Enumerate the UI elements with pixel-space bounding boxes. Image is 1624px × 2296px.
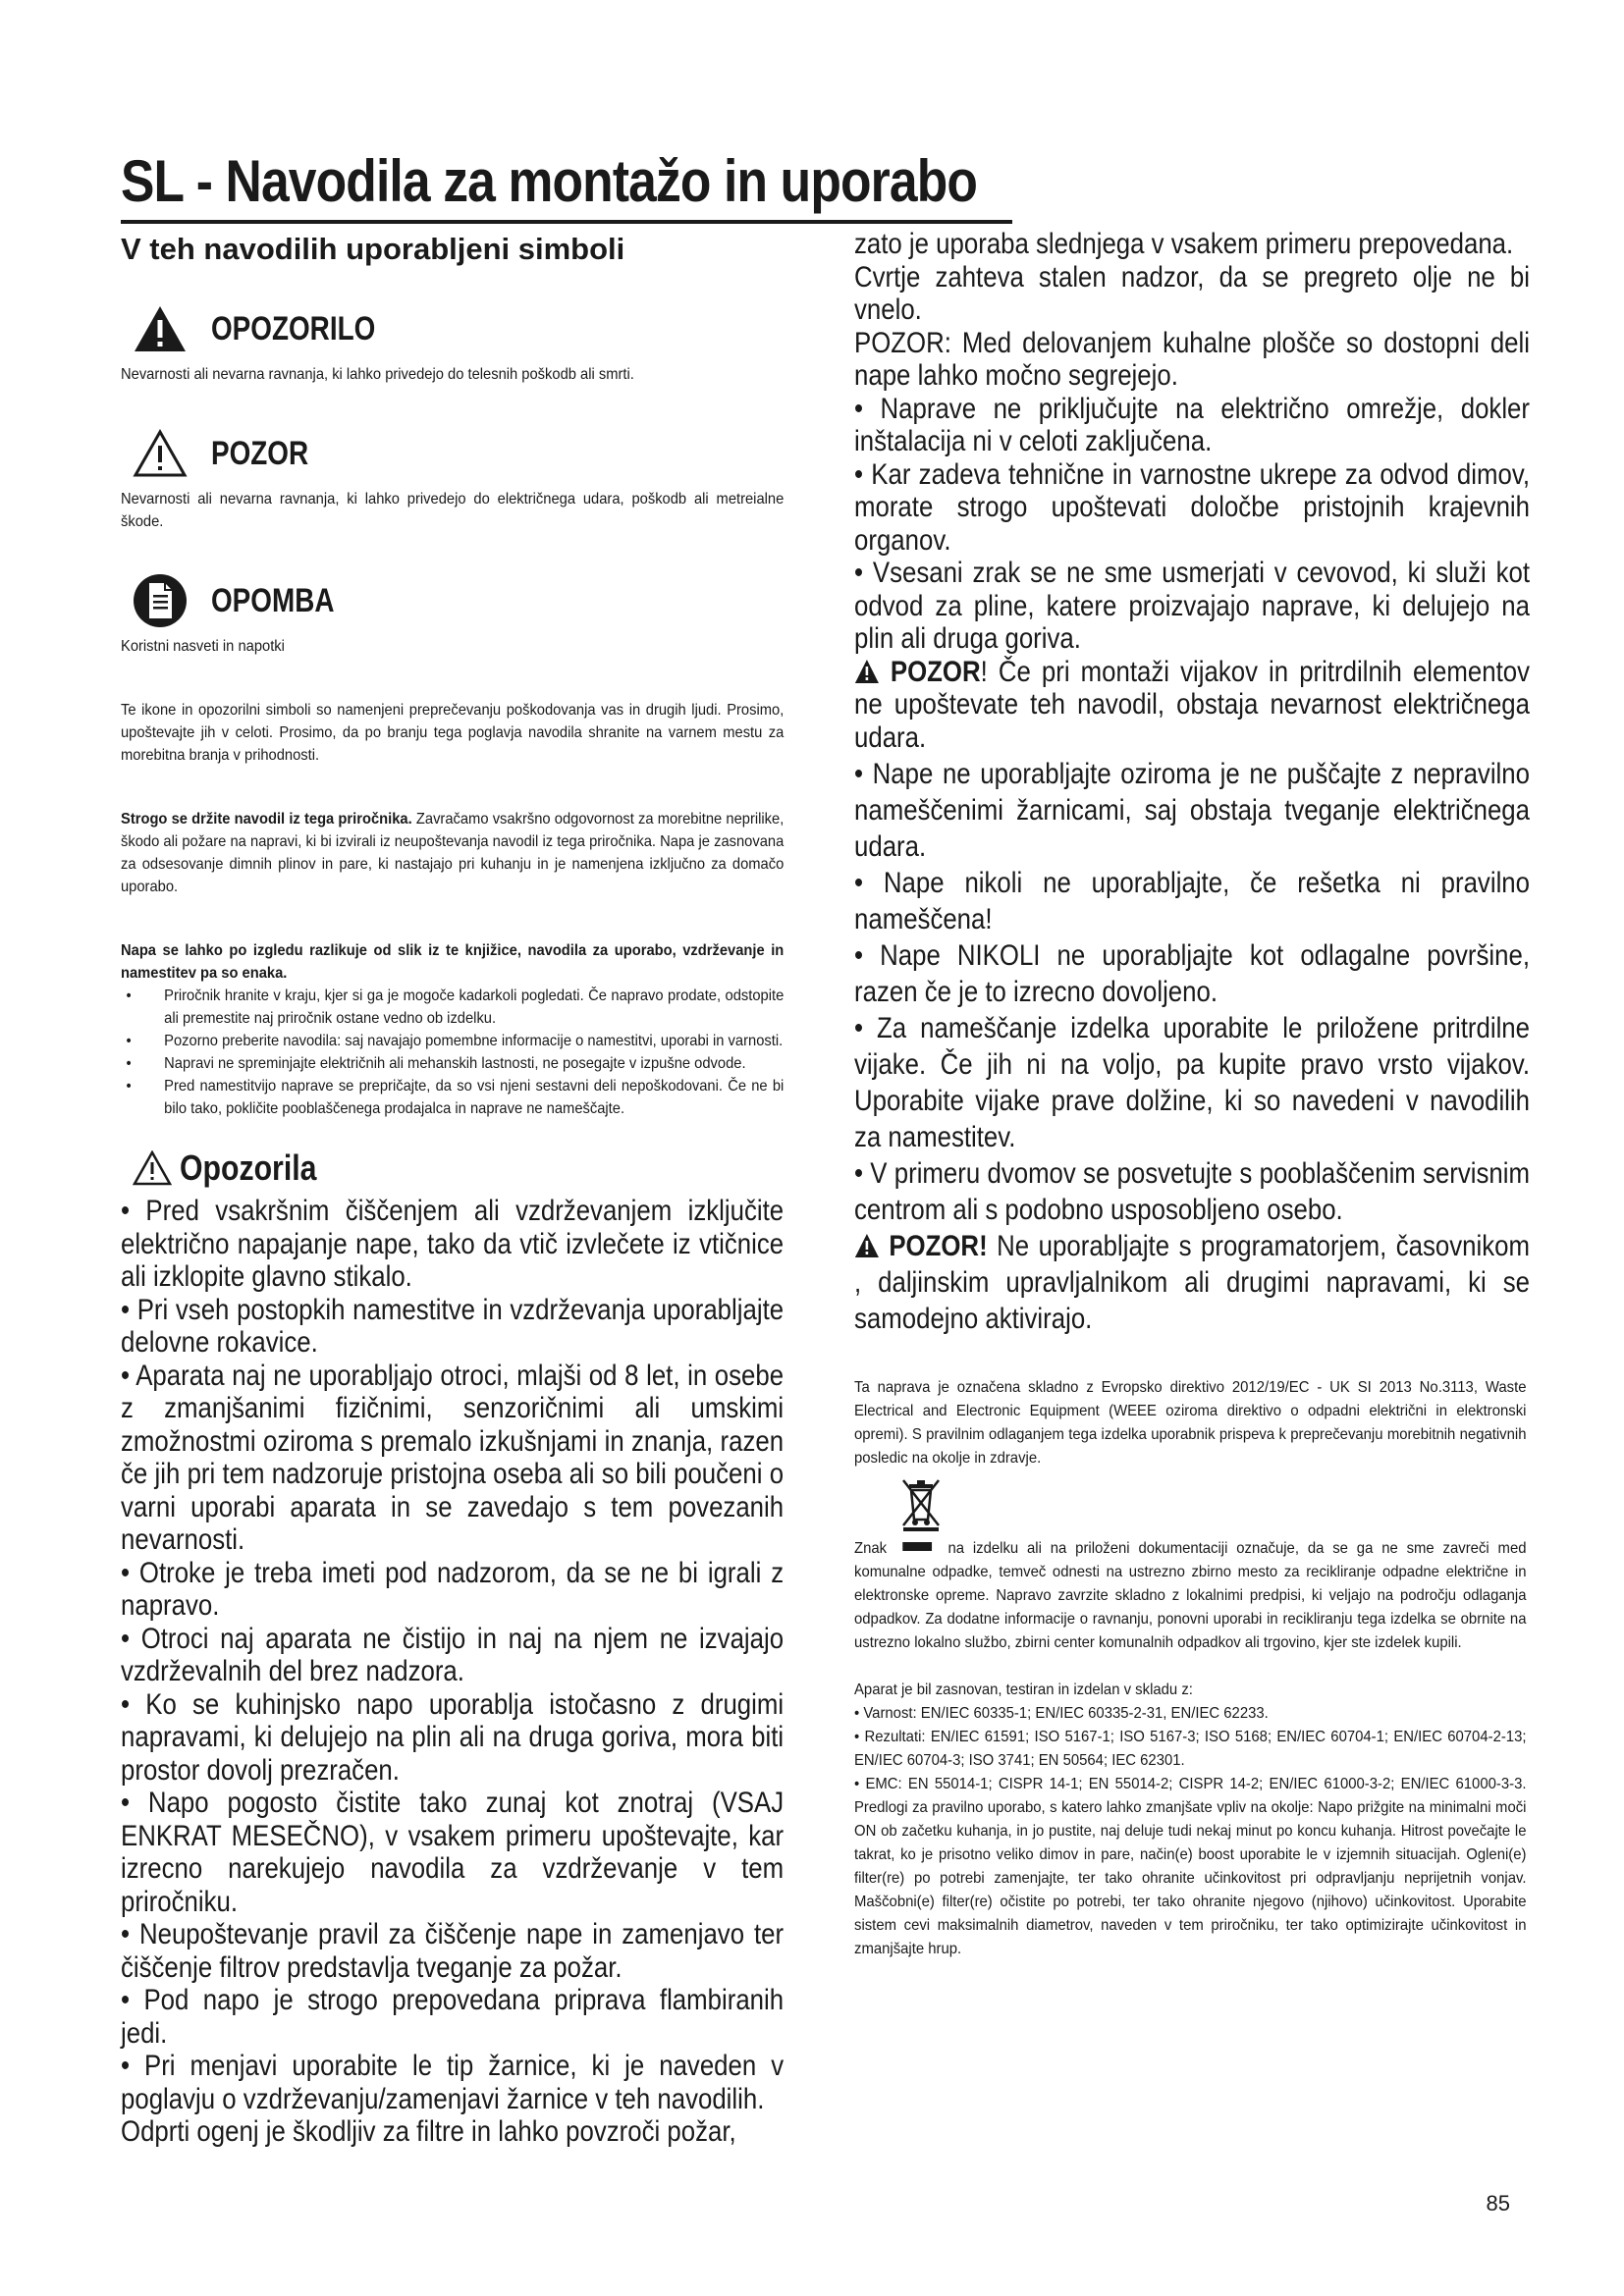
- symbol-desc-pozor: Nevarnosti ali nevarna ravnanja, ki lahko privedejo do električnega udara, poškodb ali metreialne škode.: [121, 491, 785, 530]
- list-item: • Otroke je treba imeti pod nadzorom, da se ne bi igrali z napravo.: [121, 1556, 785, 1622]
- list-item: • EMC: EN 55014-1; CISPR 14-1; EN 55014-2; CISPR 14-2; EN/IEC 61000-3-2; EN/IEC 61000-3-3. Predlogi za pravilno uporabo, s katero lahko zmanjšate vpliv na okolje: Napo prižgite na minimalni moči ON ob začetku kuhanja, in jo pustite, naj deluje tudi nekaj minut po koncu kuhanja. Hitrost povečajte le takrat, ko je prisotno veliko dimov in pare, način(e) boost uporabite le v izjemnih situacijah. Ogleni(e) filter(re) po potrebi zamenjajte, ter tako ohranite učinkovitost pri odpravljanju neprijetnih vonjav. Maščobni(e) filter(re) očistite po potrebi, ter tako ohranite njegovo (njihovo) učinkovitost. Uporabite sistem cevi maksimalnih diametrov, naveden v tem priročniku, ter tako optimizirajte učinkovitost in zmanjšajte hrup.: [854, 1776, 1527, 1957]
- black-bar-symbol: [902, 1542, 932, 1551]
- list-item: Odprti ogenj je škodljiv za filtre in lahko povzroči požar,: [121, 2115, 736, 2148]
- list-item: • Pri vseh postopkih namestitve in vzdrževanja uporabljajte delovne rokavice.: [121, 1293, 785, 1359]
- strict-paragraph: [121, 808, 784, 898]
- list-item: zato je uporaba slednjega v vsakem primeru prepovedana.: [854, 228, 1514, 260]
- pozor-warning-2: [854, 1228, 1530, 1337]
- symbol-desc-opozorilo: Nevarnosti ali nevarna ravnanja, ki lahko privedejo do telesnih poškodb ali smrti.: [121, 366, 634, 383]
- warning-triangle-outline-icon: [133, 429, 188, 478]
- pozor-warning: [854, 656, 1530, 755]
- symbol-note: [133, 570, 788, 631]
- page-number: 85: [1486, 2191, 1510, 2216]
- list-item: • Nape nikoli ne uporabljajte, če rešetka ni pravilno nameščena!: [854, 867, 1530, 935]
- list-item: • Pri menjavi uporabite le tip žarnice, ki je naveden v poglavju o vzdrževanju/zamenjavi žarnice v teh navodilih.: [121, 2050, 785, 2115]
- list-item: • Nape NIKOLI ne uporabljajte kot odlagalne površine, razen če je to izrecno dovoljeno.: [854, 939, 1530, 1008]
- note-document-icon: [133, 573, 188, 628]
- list-item: • V primeru dvomov se posvetujte s pooblaščenim servisnim centrom ali s podobno usposobljeno osebo.: [854, 1157, 1530, 1226]
- symbol-warning: [133, 298, 788, 359]
- symbol-caution: [133, 423, 788, 484]
- list-item: • Aparata naj ne uporabljajo otroci, mlajši od 8 let, in osebe z zmanjšanimi fizičnimi, senzoričnimi ali umskimi zmožnostmi oziroma s premalo izkušnjami in znanja, razen če jih pri tem nadzoruje pristojna oseba ali so bili poučeni o varni uporabi aparata in se zavedajo s tem povezanih nevarnosti.: [121, 1359, 785, 1556]
- list-item: Aparat je bil zasnovan, testiran in izdelan v skladu z:: [854, 1682, 1193, 1698]
- standards-block: [854, 1679, 1526, 1961]
- list-item: • Ko se kuhinjsko napo uporablja istočasno z drugimi napravami, ki delujejo na plin ali na druga goriva, mora biti prostor dovolj prezračen.: [121, 1687, 785, 1787]
- right-warnings-top: [854, 228, 1530, 754]
- list-item: • Pred namestitvijo naprave se prepričajte, da so vsi njeni sestavni deli nepoškodovani. Če ne bi bilo tako, pokličite pooblaščenega prodajalca in naprave ne nameščajte.: [121, 1075, 784, 1120]
- small-bullet-list: [121, 985, 784, 1120]
- list-item: • Pred vsakršnim čiščenjem ali vzdrževanjem izključite električno napajanje nape, tako da vtič izvlečete iz vtičnice ali izklopite glavno stikalo.: [121, 1195, 785, 1293]
- strict-text: Zavračamo vsakršno odgovornost za morebitne neprilike, škodo ali požare na napravi, ki bi izvirali iz neupoštevanja navodil iz tega priročnika. Napa je zasnovana za odsesovanje dimnih plinov in pare, ki nastajajo pri kuhanju in je namenjena izključno za domačo uporabo.: [121, 811, 785, 895]
- strict-bold: Strogo se držite navodil iz tega priročnika.: [121, 811, 412, 828]
- warning-triangle-filled-icon: [854, 1233, 880, 1258]
- list-item: • Priročnik hranite v kraju, kjer si ga je mogoče kadarkoli pogledati. Če napravo prodate, odstopite ali premestite naj priročnik ostane vedno ob izdelku.: [121, 985, 784, 1030]
- list-item: • Pod napo je strogo prepovedana priprava flambiranih jedi.: [121, 1984, 785, 2050]
- symbols-subtitle: V teh navodilih uporabljeni simboli: [121, 232, 625, 266]
- crossed-bin-icon: [897, 1474, 945, 1531]
- symbol-label-pozor: POZOR: [211, 434, 309, 472]
- znak-label: Znak: [854, 1540, 888, 1557]
- left-column: [121, 232, 788, 2149]
- pozor2-text: Ne uporabljajte s programatorjem, časovnikom , daljinskim upravljalnikom ali drugimi napravami, ki se samodejno aktivirajo.: [854, 1230, 1531, 1335]
- warning-triangle-outline-icon: [133, 1150, 172, 1186]
- appearance-bold: Napa se lahko po izgledu razlikuje od slik iz te knjižice, navodila za uporabo, vzdrževanje in namestitev pa so enaka.: [121, 942, 785, 982]
- list-item: Cvrtje zahteva stalen nadzor, da se pregreto olje ne bi vnelo.: [854, 260, 1530, 326]
- list-item: • Varnost: EN/IEC 60335-1; EN/IEC 60335-2-31, EN/IEC 62233.: [854, 1705, 1269, 1722]
- title-underline: [121, 220, 1012, 224]
- list-item: • Naprave ne priključujte na električno omrežje, dokler inštalacija ni v celoti zaključena.: [854, 392, 1530, 457]
- right-column: [854, 228, 1532, 1961]
- warning-triangle-filled-icon: [133, 304, 188, 353]
- pozor-text: ! Če pri montaži vijakov in pritrdilnih elementov ne upoštevate teh navodil, obstaja nevarnost električnega udara.: [854, 655, 1530, 754]
- list-item: POZOR: Med delovanjem kuhalne plošče so dostopni deli nape lahko močno segrejejo.: [854, 326, 1530, 392]
- symbol-desc-opomba: Koristni nasveti in napotki: [121, 638, 285, 655]
- weee-paragraph: Ta naprava je označena skladno z Evropsko direktivo 2012/19/EC - UK SI 2013 No.3113, Waste Electrical and Electronic Equipment (WEEE oziroma direktivo o odpadni električni in elektronski opremi). S pravilnim odlaganjem tega izdelka uporabnik prispeva k preprečevanju morebitnih negativnih posledic na okolje in zdravje.: [854, 1379, 1527, 1467]
- list-item: • Napo pogosto čistite tako zunaj kot znotraj (VSAJ ENKRAT MESEČNO), v vsakem primeru upoštevajte, kar izrecno narekujejo navodila za vzdrževanje v tem priročniku.: [121, 1787, 785, 1918]
- list-item: • Neupoštevanje pravil za čiščenje nape in zamenjavo ter čiščenje filtrov predstavlja tveganje za požar.: [121, 1918, 785, 1984]
- list-item: • Kar zadeva tehnične in varnostne ukrepe za odvod dimov, morate strogo upoštevati določbe pristojnih krajevnih organov.: [854, 457, 1530, 557]
- left-warnings: [121, 1195, 784, 2149]
- list-item: • Nape ne uporabljajte oziroma je ne puščajte z nepravilno nameščenimi žarnicami, saj obstaja tveganje električnega udara.: [854, 758, 1530, 863]
- page-title: SL - Navodila za montažo in uporabo: [121, 148, 978, 214]
- list-item: • Napravi ne spreminjajte električnih ali mehanskih lastnosti, ne posegajte v izpušne odvode.: [121, 1052, 784, 1075]
- pozor-label: POZOR: [890, 655, 981, 688]
- warning-triangle-filled-icon: [854, 659, 880, 684]
- list-item: • Rezultati: EN/IEC 61591; ISO 5167-1; ISO 5167-3; ISO 5168; EN/IEC 60704-1; EN/IEC 60704-2-13; EN/IEC 60704-3; ISO 3741; EN 50564; IEC 62301.: [854, 1729, 1527, 1769]
- warnings-heading-text: Opozorila: [180, 1148, 317, 1188]
- list-item: • Za nameščanje izdelka uporabite le priložene pritrdilne vijake. Če jih ni na voljo, pa kupite pravo vrsto vijakov. Uporabite vijake prave dolžine, ki so navedeni v navodilih za namestitev.: [854, 1012, 1530, 1153]
- znak-paragraph: [854, 1537, 1526, 1655]
- pozor2-label: POZOR!: [889, 1230, 988, 1262]
- list-item: • Otroci naj aparata ne čistijo in naj na njem ne izvajajo vzdrževalnih del brez nadzora.: [121, 1622, 785, 1687]
- right-warnings-spaced: [854, 756, 1530, 1337]
- znak-text: na izdelku ali na priloženi dokumentaciji označuje, da se ga ne sme zavreči med komunalne odpadke, temveč odnesti na ustrezno zbirno mesto za recikliranje odpadne električne in elektronske opreme. Napravo zavrzite skladno z lokalnimi predpisi, ki veljajo na področju odlaganja odpadkov. Za dodatne informacije o ravnanju, ponovni uporabi in recikliranju tega izdelka se obrnite na ustrezno lokalno službo, zbirni center komunalnih odpadkov ali trgovino, kjer ste izdelek kupili.: [854, 1540, 1527, 1651]
- symbol-label-opomba: OPOMBA: [211, 581, 335, 619]
- intro-paragraph: Te ikone in opozorilni simboli so namenjeni preprečevanju poškodovanja vas in drugih ljudi. Prosimo, upoštevajte jih v celoti. Prosimo, da po branju tega poglavja navodila shranite na varnem mestu za morebitna branja v prihodnosti.: [121, 702, 785, 764]
- list-item: • Vsesani zrak se ne sme usmerjati v cevovod, ki služi kot odvod za pline, katere proizvajajo naprave, ki delujejo na plin ali druga goriva.: [854, 557, 1530, 655]
- symbol-label-opozorilo: OPOZORILO: [211, 309, 376, 347]
- warnings-heading: [133, 1148, 788, 1189]
- list-item: • Pozorno preberite navodila: saj navajajo pomembne informacije o namestitvi, uporabi in varnosti.: [121, 1030, 784, 1052]
- appearance-note: [121, 939, 784, 985]
